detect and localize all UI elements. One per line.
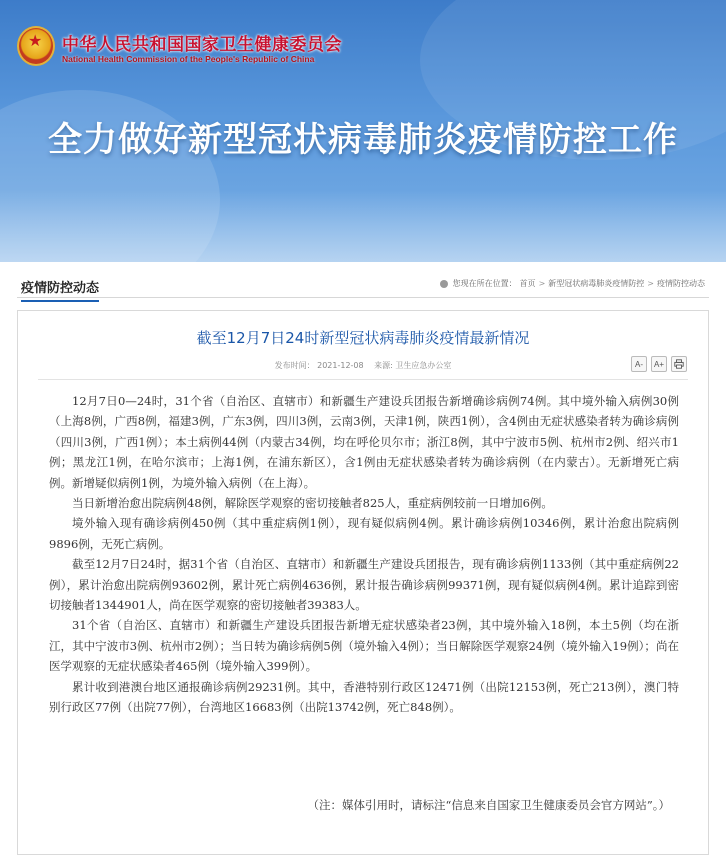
paragraph: 12月7日0—24时，31个省（自治区、直辖市）和新疆生产建设兵团报告新增确诊病例74例。其中境外输入病例30例（上海8例，广西8例，福建3例，广东3例，四川3例，云南3例，天津1例，陕西1例），含4例由无症状感染者转为确诊病例（四川3例，广西1例）；本土病例44例（内蒙古34例，均在呼伦贝尔市；浙江8例，其中宁波市5例、杭州市2例、绍兴市1例；黑龙江1例，在哈尔滨市；上海1例，在浦东新区），含1例由无症状感染者转为确诊病例（在内蒙古）。无新增死亡病例。新增疑似病例1例，为境外输入病例（在上海）。 [49,394,679,490]
paragraph: 境外输入现有确诊病例450例（其中重症病例1例），现有疑似病例4例。累计确诊病例10346例，累计治愈出院病例9896例，无死亡病例。 [49,516,679,551]
section-header [17,268,709,298]
breadcrumb-topic[interactable]: 新型冠状病毒肺炎疫情防控 [548,279,645,288]
location-icon [440,280,448,288]
paragraph: 截至12月7日24时，据31个省（自治区、直辖市）和新疆生产建设兵团报告，现有确诊病例1133例（其中重症病例22例），累计治愈出院病例93602例，累计死亡病例4636例，累计报告确诊病例99371例，现有疑似病例4例。累计追踪到密切接触者1344901人，尚在医学观察的密切接触者39383人。 [49,557,679,613]
article-tools [631,356,687,372]
font-decrease-button[interactable]: A- [631,356,647,372]
breadcrumb-separator: > [538,279,546,288]
print-button[interactable] [671,356,687,372]
print-icon [674,359,684,369]
breadcrumb-current[interactable]: 疫情防控动态 [657,279,705,288]
section-title[interactable]: 疫情防控动态 [21,277,99,302]
paragraph: 当日新增治愈出院病例48例，解除医学观察的密切接触者825人，重症病例较前一日增加6例。 [72,496,553,511]
paragraph: 31个省（自治区、直辖市）和新疆生产建设兵团报告新增无症状感染者23例，其中境外输入18例，本土5例（均在浙江，其中宁波市3例、杭州市2例）；当日转为确诊病例5例（境外输入4例）；当日解除医学观察24例（境外输入19例）；尚在医学观察的无症状感染者465例（境外输入399例）。 [49,618,679,674]
star-icon: ★ [28,31,43,50]
article-meta [18,360,708,371]
breadcrumb-prefix: 您现在所在位置： [452,279,517,288]
breadcrumb-home[interactable]: 首页 [519,279,536,288]
org-name-cn[interactable]: 中华人民共和国国家卫生健康委员会 [62,35,342,55]
article-title: 截至12月7日24时新型冠状病毒肺炎疫情最新情况 [196,329,530,347]
publish-date: 发布时间： 2021-12-08 [274,361,364,370]
banner-slogan: 全力做好新型冠状病毒肺炎疫情防控工作 [48,120,678,160]
article-body [49,391,679,718]
divider [38,379,688,380]
font-increase-button[interactable]: A+ [651,356,667,372]
breadcrumb-separator: > [647,279,654,288]
banner-decoration [0,190,726,262]
org-name-en[interactable]: National Health Commission of the People's Republic of China [62,54,315,64]
breadcrumb [440,278,705,289]
citation-note: （注：媒体引用时，请标注“信息来自国家卫生健康委员会官方网站”。） [307,798,670,812]
article-panel [17,310,709,855]
article-source: 来源: 卫生应急办公室 [374,361,452,370]
header-banner [0,0,726,262]
paragraph: 累计收到港澳台地区通报确诊病例29231例。其中，香港特别行政区12471例（出院12153例，死亡213例），澳门特别行政区77例（出院77例），台湾地区16683例（出院13742例，死亡848例）。 [49,679,679,715]
national-emblem-icon[interactable] [17,26,55,66]
